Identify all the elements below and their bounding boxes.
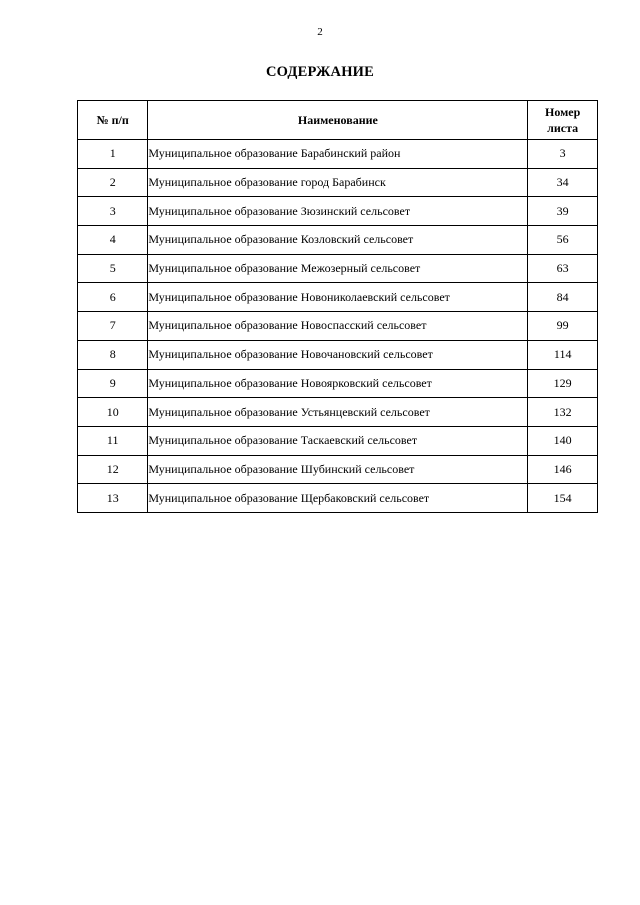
row-sheet: 99 — [528, 312, 598, 341]
row-number: 5 — [78, 254, 148, 283]
page-number: 2 — [317, 26, 323, 38]
table-row — [78, 398, 598, 427]
row-name: Муниципальное образование Щербаковский сельсовет — [148, 484, 528, 513]
row-name: Муниципальное образование Барабинский район — [148, 140, 528, 169]
row-number: 1 — [78, 140, 148, 169]
row-sheet: 146 — [528, 455, 598, 484]
row-sheet: 63 — [528, 254, 598, 283]
table-row — [78, 340, 598, 369]
document-title: СОДЕРЖАНИЕ — [265, 64, 375, 80]
row-sheet: 132 — [528, 398, 598, 427]
row-number: 10 — [78, 398, 148, 427]
table-row — [78, 426, 598, 455]
row-name: Муниципальное образование Зюзинский сельсовет — [148, 197, 528, 226]
row-sheet: 56 — [528, 226, 598, 255]
table-row — [78, 369, 598, 398]
row-sheet: 84 — [528, 283, 598, 312]
contents-table — [77, 100, 598, 513]
row-name: Муниципальное образование город Барабинск — [148, 168, 528, 197]
table-row — [78, 197, 598, 226]
table-row — [78, 455, 598, 484]
table-row — [78, 484, 598, 513]
row-number: 2 — [78, 168, 148, 197]
table-header-row — [78, 101, 598, 140]
table-row — [78, 140, 598, 169]
row-number: 4 — [78, 226, 148, 255]
row-name: Муниципальное образование Таскаевский сельсовет — [148, 426, 528, 455]
row-sheet: 39 — [528, 197, 598, 226]
row-name: Муниципальное образование Устьянцевский сельсовет — [148, 398, 528, 427]
row-name: Муниципальное образование Новочановский сельсовет — [148, 340, 528, 369]
table-row — [78, 168, 598, 197]
row-number: 9 — [78, 369, 148, 398]
row-number: 11 — [78, 426, 148, 455]
table-row — [78, 226, 598, 255]
row-sheet: 34 — [528, 168, 598, 197]
row-name: Муниципальное образование Козловский сельсовет — [148, 226, 528, 255]
row-name: Муниципальное образование Шубинский сельсовет — [148, 455, 528, 484]
header-name: Наименование — [148, 101, 528, 140]
header-sheet-line2: листа — [547, 121, 579, 135]
row-number: 8 — [78, 340, 148, 369]
row-name: Муниципальное образование Новоярковский сельсовет — [148, 369, 528, 398]
row-number: 12 — [78, 455, 148, 484]
row-number: 3 — [78, 197, 148, 226]
row-number: 7 — [78, 312, 148, 341]
row-sheet: 129 — [528, 369, 598, 398]
row-name: Муниципальное образование Межозерный сельсовет — [148, 254, 528, 283]
row-name: Муниципальное образование Новоспасский сельсовет — [148, 312, 528, 341]
row-number: 13 — [78, 484, 148, 513]
row-sheet: 140 — [528, 426, 598, 455]
header-sheet — [528, 101, 598, 140]
table-row — [78, 254, 598, 283]
header-sheet-line1: Номер — [545, 105, 581, 119]
row-number: 6 — [78, 283, 148, 312]
row-sheet: 114 — [528, 340, 598, 369]
row-sheet: 154 — [528, 484, 598, 513]
table-row — [78, 312, 598, 341]
row-name: Муниципальное образование Новониколаевский сельсовет — [148, 283, 528, 312]
table-row — [78, 283, 598, 312]
row-sheet: 3 — [528, 140, 598, 169]
header-number: № п/п — [78, 101, 148, 140]
